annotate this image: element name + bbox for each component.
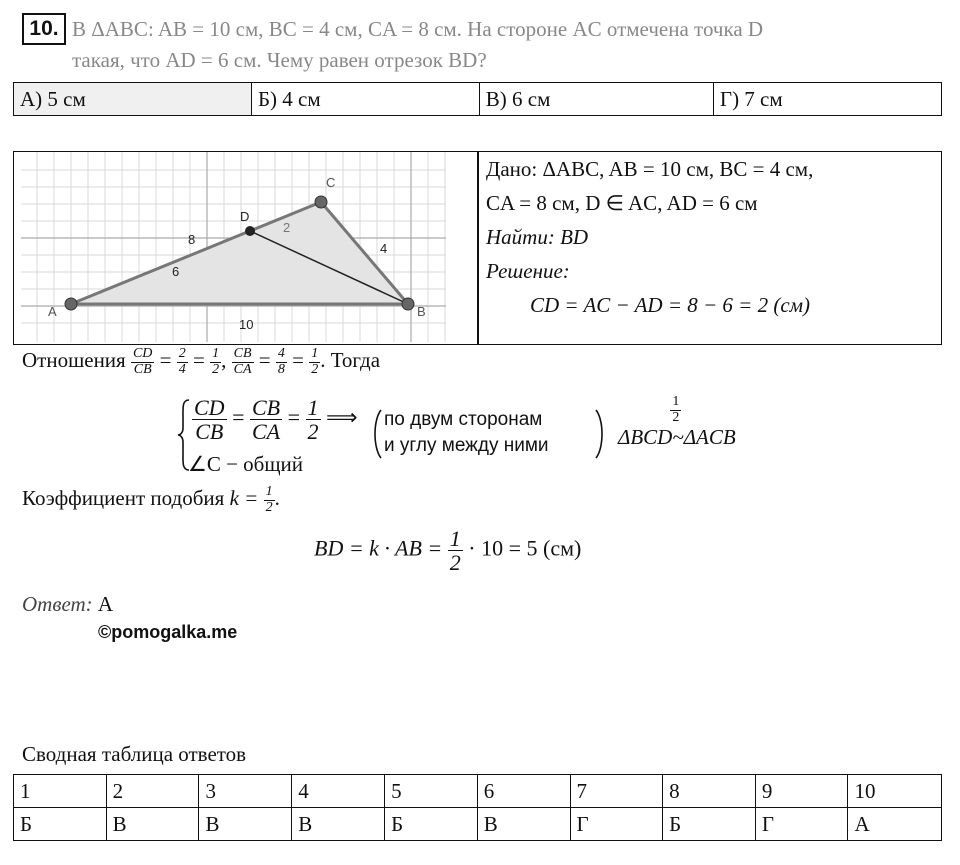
- summary-number: 3: [199, 775, 292, 808]
- watermark: ©pomogalka.me: [98, 622, 238, 642]
- option-d[interactable]: Г) 7 см: [713, 83, 941, 116]
- point-c: [315, 196, 327, 208]
- point-d: [245, 226, 255, 236]
- edge-label-ad: 6: [172, 264, 180, 279]
- label-c: C: [326, 175, 336, 190]
- option-a[interactable]: А) 5 см: [14, 83, 252, 116]
- summary-number: 2: [106, 775, 199, 808]
- summary-number: 7: [570, 775, 663, 808]
- ratio-cb-ca: $\frac{CB}{CA}$: [233, 346, 252, 377]
- find-line: Найти: BD: [486, 225, 589, 249]
- summary-answer: Г: [570, 808, 663, 841]
- given-line-1: Дано: ΔABC, AB = 10 см, BC = 4 см,: [486, 157, 814, 181]
- bd-left: BD = k · AB =: [314, 535, 443, 561]
- summary-caption: Сводная таблица ответов: [22, 742, 247, 766]
- given-section: [486, 152, 936, 322]
- cd-calculation: CD = AC − AD = 8 − 6 = 2 (см): [530, 293, 811, 317]
- summary-answer: Б: [385, 808, 478, 841]
- summary-number: 6: [477, 775, 570, 808]
- summary-number: 9: [755, 775, 848, 808]
- summary-answer: Б: [14, 808, 107, 841]
- similar-sign: ~: [672, 425, 684, 449]
- similarity-reason: [384, 407, 549, 459]
- summary-table: [13, 774, 942, 841]
- summary-answer: А: [848, 808, 942, 841]
- ratio-1-2-a: $\frac{1}{2}$: [212, 346, 220, 377]
- label-a: A: [48, 304, 57, 319]
- summary-answer: Б: [663, 808, 756, 841]
- summary-answer: В: [477, 808, 570, 841]
- summary-number: 8: [663, 775, 756, 808]
- question-line-2: такая, что AD = 6 см. Чему равен отрезок BD?: [72, 48, 487, 72]
- options-table: [13, 82, 942, 116]
- coef-frac: $\frac{1}{2}$: [265, 484, 273, 515]
- implies-sign: ⟹: [326, 404, 358, 430]
- option-b[interactable]: Б) 4 см: [251, 83, 479, 116]
- question-line-1: В ΔABC: AB = 10 см, BC = 4 см, CA = 8 см. На стороне AC отмечена точка D: [72, 17, 764, 41]
- summary-answer: В: [199, 808, 292, 841]
- summary-answers-row: [14, 808, 942, 841]
- coef-text: Коэффициент подобия: [22, 486, 225, 510]
- edge-label-ab: 10: [239, 317, 254, 332]
- common-angle: ∠C − общий: [188, 452, 304, 476]
- sys-frac-1-2: $\frac{1}{2}$: [307, 395, 319, 445]
- summary-answer: Г: [755, 808, 848, 841]
- similar-left: ΔBCD: [618, 425, 673, 449]
- summary-answer: В: [106, 808, 199, 841]
- given-line-2: CA = 8 см, D ∈ AC, AD = 6 см: [486, 191, 758, 215]
- sys-frac-cb-ca: $\frac{CB}{CA}$: [251, 395, 281, 445]
- label-d: D: [240, 209, 250, 224]
- question-text: [72, 14, 932, 76]
- bd-frac: $\frac{1}{2}$: [449, 526, 461, 576]
- similarity-statement: [618, 394, 736, 450]
- reason-line-2: и углу между ними: [384, 435, 549, 456]
- reason-line-1: по двум сторонам: [384, 409, 543, 430]
- summary-number: 10: [848, 775, 942, 808]
- solution-divider: [477, 151, 479, 345]
- similar-right: ΔACB: [683, 425, 736, 449]
- summary-number: 5: [385, 775, 478, 808]
- ratio-cd-cb: $\frac{CD}{CB}$: [132, 346, 153, 377]
- answer-label: Ответ:: [22, 592, 93, 616]
- point-a: [65, 298, 77, 310]
- ratio-2-4: $\frac{2}{4}$: [178, 346, 186, 377]
- edge-label-bc: 4: [380, 241, 388, 256]
- sys-frac-cd-cb: $\frac{CD}{CB}$: [194, 395, 225, 445]
- answer-line: [22, 592, 113, 617]
- solution-label: Решение:: [486, 259, 570, 283]
- triangle-figure: [21, 152, 476, 344]
- ratio-1-2-b: $\frac{1}{2}$: [311, 346, 319, 377]
- coef-var: k =: [229, 486, 259, 510]
- question-number: 10.: [22, 13, 66, 45]
- system-equation: $\frac{CD}{CB}$ = $\frac{CB}{CA}$ = $\frac{1}{2}$ ⟹: [194, 395, 358, 445]
- bd-right: · 10 = 5 (см): [468, 535, 582, 561]
- answer-value: А: [97, 592, 114, 616]
- summary-answer: В: [292, 808, 385, 841]
- reason-paren-right: [594, 408, 606, 460]
- ratios-prefix: Отношения: [22, 348, 126, 372]
- label-b: B: [417, 304, 426, 319]
- ratios-suffix: . Тогда: [320, 348, 381, 372]
- point-b: [402, 298, 414, 310]
- bd-calculation: [314, 527, 581, 574]
- similarity-coef: $\frac{1}{2}$: [672, 394, 680, 425]
- ratio-4-8: $\frac{4}{8}$: [277, 346, 285, 377]
- ratios-line: Отношения $\frac{CD}{CB}$ = $\frac{2}{4}$ = $\frac{1}{2}$ , $\frac{CB}{CA}$ = $\frac{4}{8}$ = $\frac{1}{2}$ . Тогда: [22, 346, 381, 377]
- summary-number: 1: [14, 775, 107, 808]
- edge-label-dc: 2: [283, 220, 291, 235]
- reason-paren-left: [371, 408, 383, 460]
- summary-numbers-row: [14, 775, 942, 808]
- option-c[interactable]: В) 6 см: [479, 83, 713, 116]
- summary-number: 4: [292, 775, 385, 808]
- edge-label-ac: 8: [188, 232, 196, 247]
- coefficient-line: Коэффициент подобия k = $\frac{1}{2}$ .: [22, 484, 280, 515]
